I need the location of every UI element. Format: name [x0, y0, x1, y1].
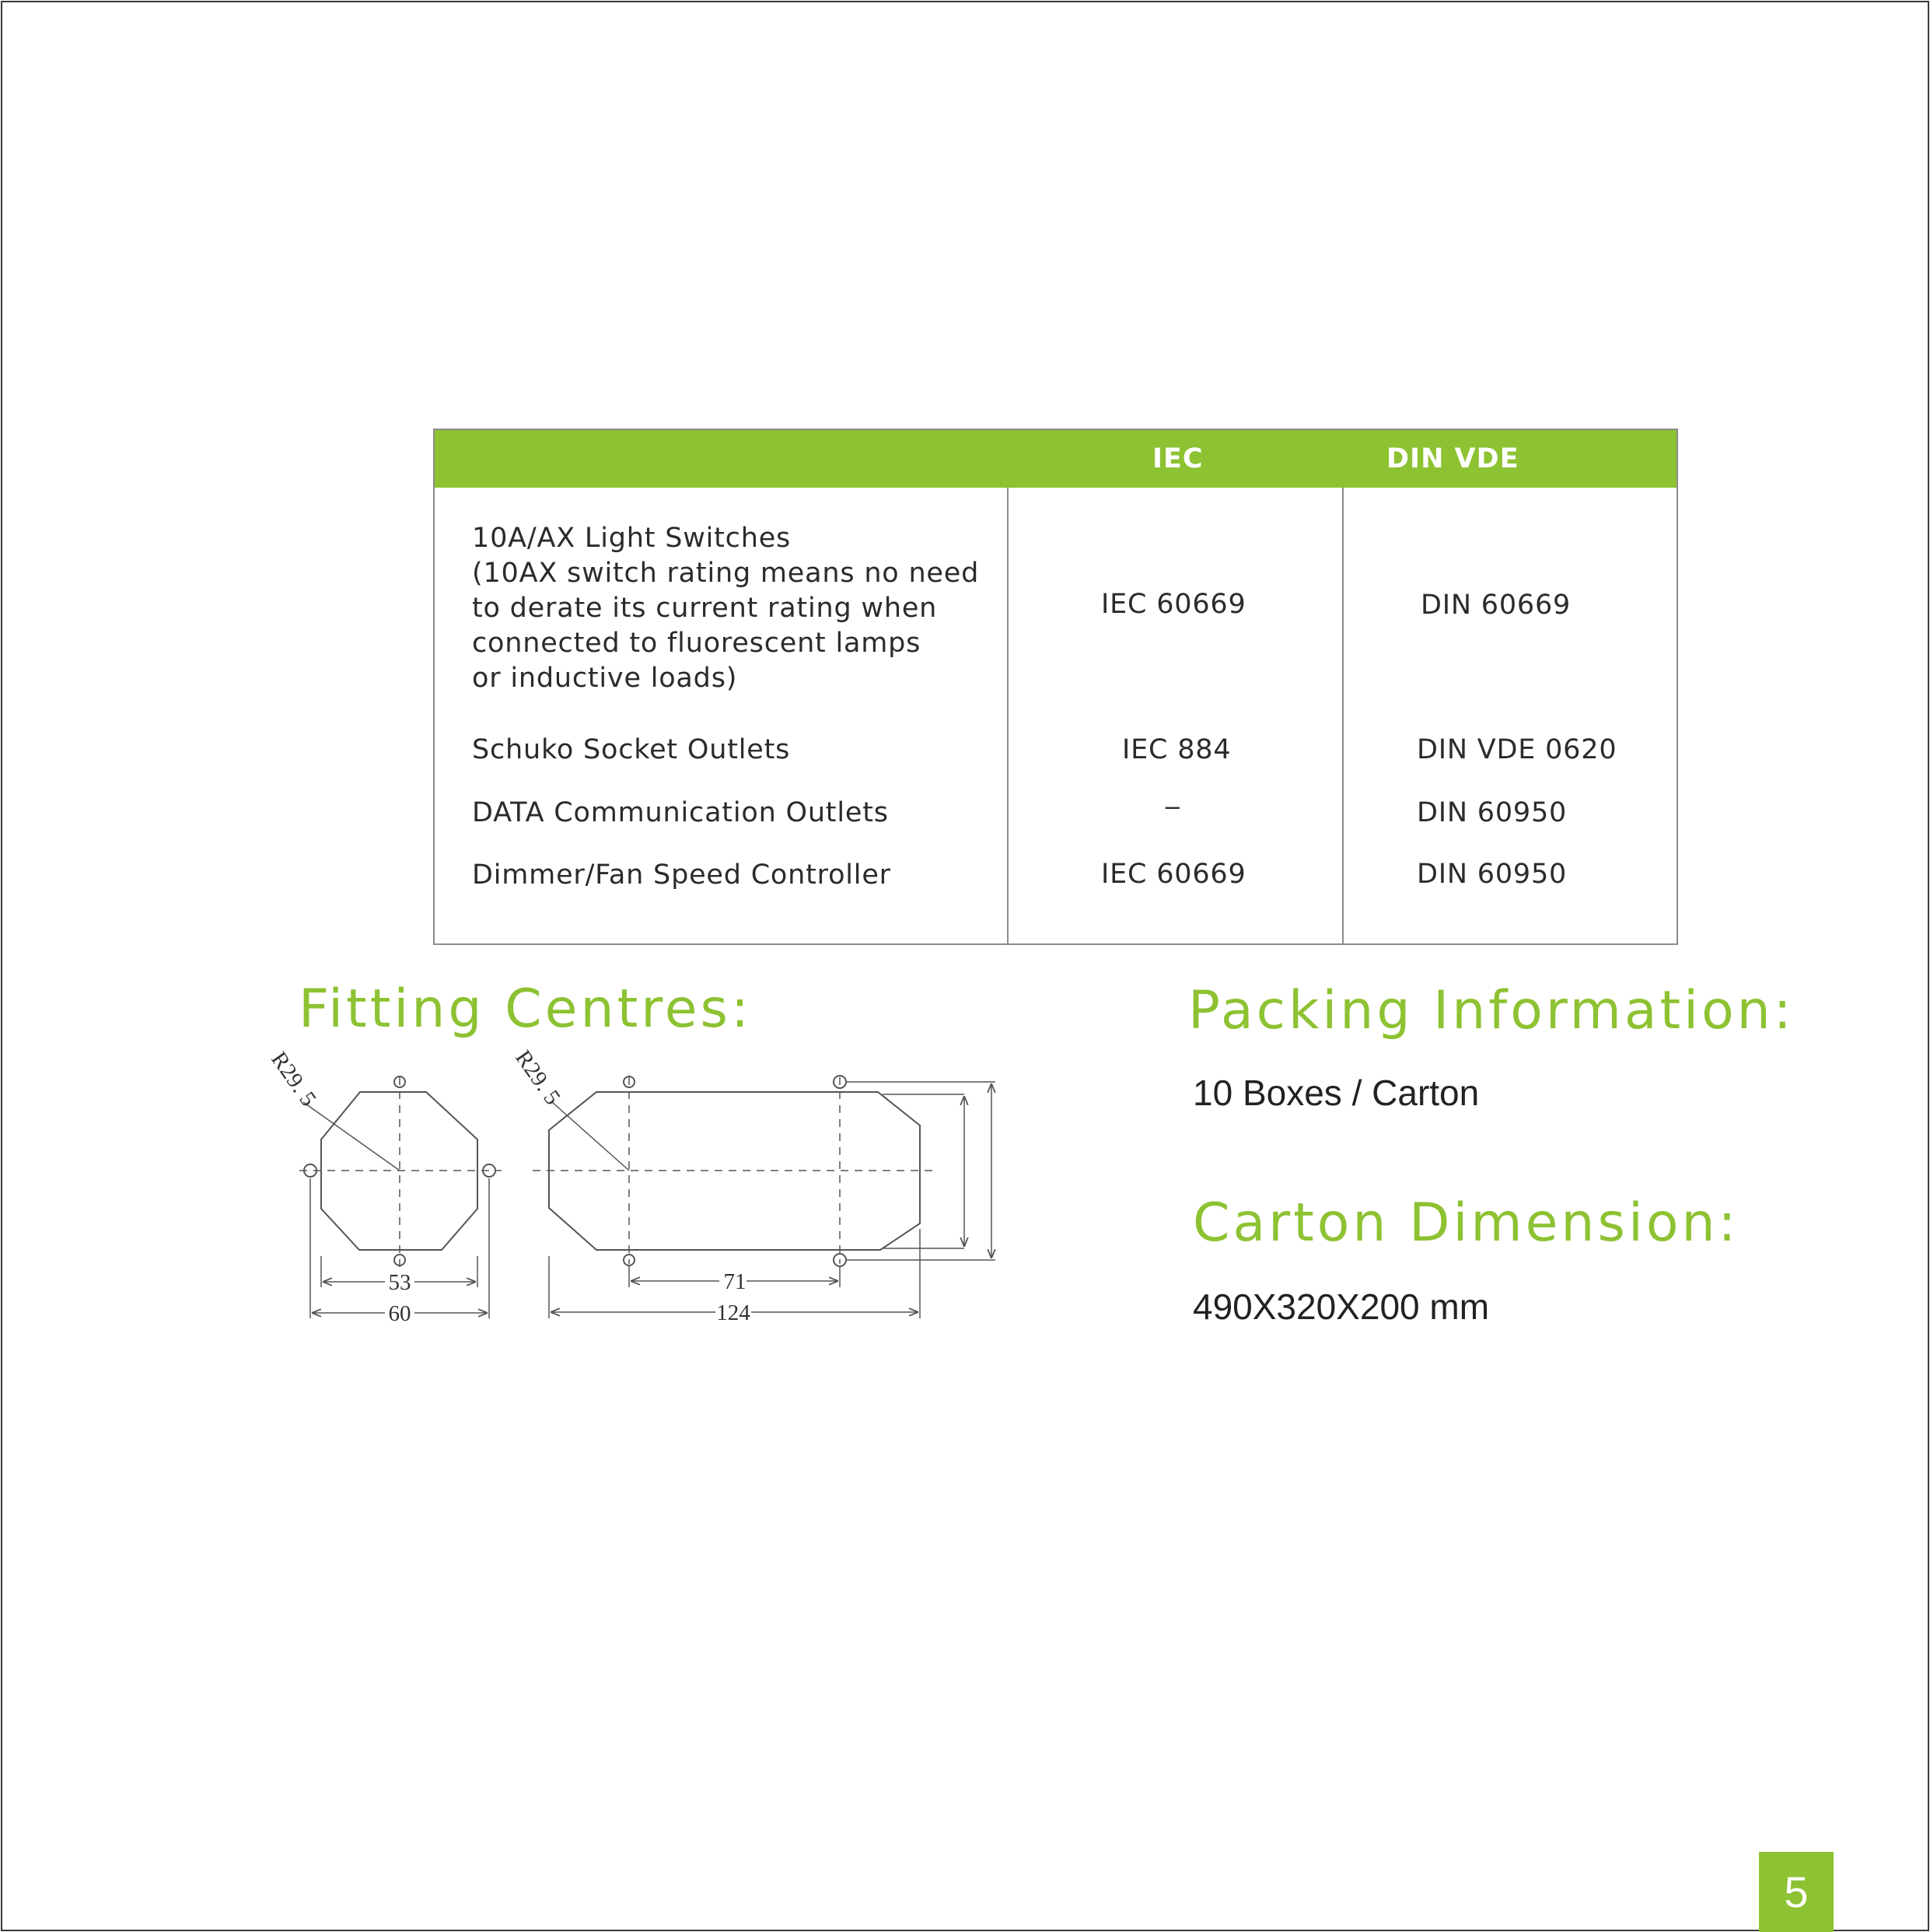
product-schuko: Schuko Socket Outlets	[472, 734, 791, 765]
dim-124-label: 124	[716, 1300, 750, 1325]
carton-dimension-value: 490X320X200 mm	[1193, 1286, 1490, 1327]
standards-table	[433, 429, 1678, 945]
single-radius-leader	[303, 1102, 400, 1171]
fitting-centres-title: Fitting Centres:	[299, 978, 752, 1040]
double-radius-leader	[552, 1102, 629, 1171]
din-schuko: DIN VDE 0620	[1417, 734, 1617, 765]
iec-data-outlets: _	[1166, 779, 1180, 810]
page-border	[1, 1, 1929, 1931]
table-header-row	[435, 430, 1677, 532]
page-number: 5	[1759, 1852, 1834, 1932]
dim-71-label: 71	[723, 1269, 746, 1294]
fitting-centres-drawing	[249, 1031, 1011, 1342]
dim-60-label: 60	[388, 1301, 411, 1326]
product-data-outlets: DATA Communication Outlets	[472, 797, 889, 828]
iec-dimmer: IEC 60669	[1101, 859, 1246, 890]
double-box-centre-lines	[533, 1077, 933, 1264]
single-box-centre-lines	[299, 1077, 502, 1268]
double-radius-label: R29. 5	[510, 1045, 565, 1110]
packing-info-title: Packing Information:	[1188, 980, 1795, 1041]
din-dimmer: DIN 60950	[1417, 859, 1568, 890]
single-radius-label: R29. 5	[266, 1047, 321, 1111]
carton-dimension-title: Carton Dimension:	[1193, 1192, 1739, 1254]
product-dimmer: Dimmer/Fan Speed Controller	[472, 859, 891, 891]
din-data-outlets: DIN 60950	[1417, 797, 1568, 828]
iec-light-switches: IEC 60669	[1101, 589, 1246, 620]
header-iec: IEC	[1152, 443, 1204, 474]
din-light-switches: DIN 60669	[1421, 590, 1572, 621]
product-light-switches: 10A/AX Light Switches (10AX switch rating means no need to derate its current rating when connected to fluorescent lamps or inductive loads)	[472, 523, 980, 694]
dim-53-label: 53	[388, 1270, 411, 1295]
column-divider	[1007, 488, 1009, 943]
column-divider	[1342, 488, 1344, 943]
packing-info-value: 10 Boxes / Carton	[1193, 1073, 1480, 1113]
header-din-vde: DIN VDE Standard	[1386, 443, 1534, 532]
iec-schuko: IEC 884	[1122, 734, 1232, 765]
